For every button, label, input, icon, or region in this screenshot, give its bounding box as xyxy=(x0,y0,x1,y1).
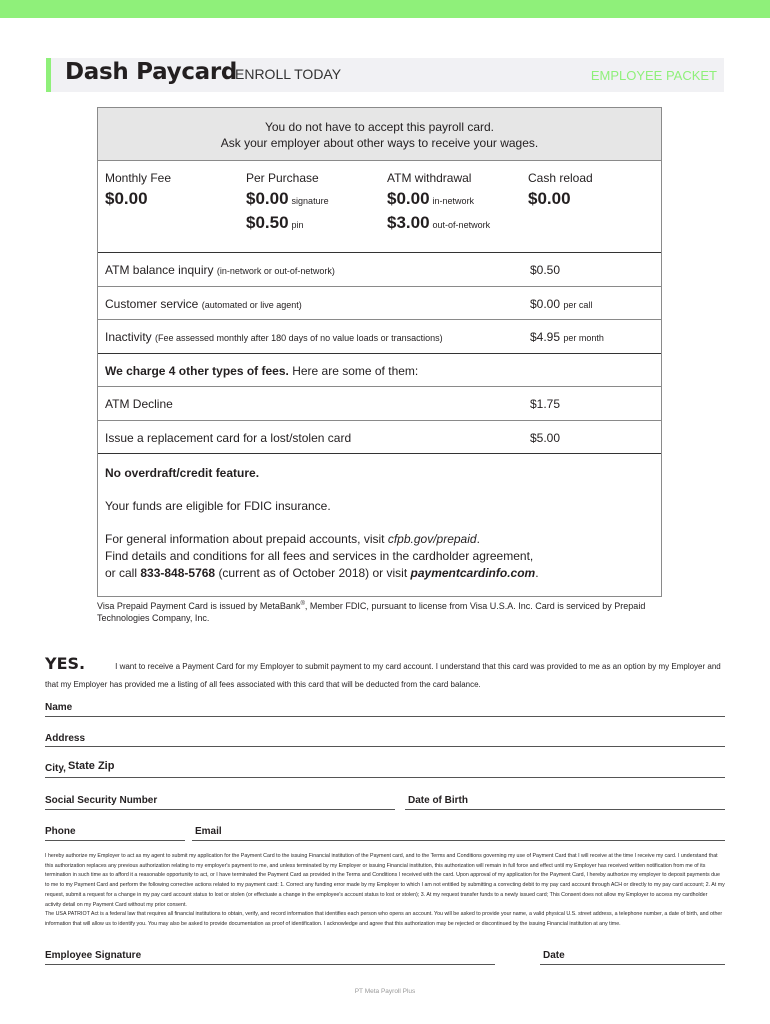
fees-grid xyxy=(98,161,661,253)
registered-mark: ® xyxy=(300,601,305,607)
issuer-text: Visa Prepaid Payment Card is issued by MetaBank xyxy=(97,601,301,611)
other-fees-heading xyxy=(98,354,661,388)
other-fee-row xyxy=(98,387,661,421)
intro-line-1: You do not have to accept this payroll card. xyxy=(264,120,495,134)
email-label: Email xyxy=(195,826,222,837)
header-accent xyxy=(46,58,51,92)
city-label: City, xyxy=(45,763,66,774)
general-info-period: . xyxy=(476,532,480,546)
ssn-label: Social Security Number xyxy=(45,795,158,806)
authorization-paragraph: I hereby authorize my Employer to act as my agent to submit my application for the Payment Card to the issuing Financial institution of the Payment card, and to the Terms and Conditions governing my use of Payment Card that I will receive at the time I receive my card. I understand that this authorization replaces any previous authorization relating to my employer's payment to me, and unless terminated by my Employer or issuing Financial institution, this authorization will remain in full force and effect until my Employer has received written notification from me of its termination in such time as to afford it a reasonable opportunity to act, or I have terminated the Payment Card as provided in the Terms and Conditions I received with the card. Upon approval of my application for the Payment Card, I hereby authorize my employer to deposit payments due to me to my Payment Card and perform the following corrective actions related to my payment card: 1. Correct any funding error made by my Employer to which I am not entitled by submitting a correcting debit to my pay card account through ACH or directly to my pay card account; 2. At my request, submit a request for a change in my pay card account status to lost or stolen (or effectuate a change in the employee's account status to lost or stolen); 3. At my request transfer funds to a newly issued card; This Consent does not allow my Employer to access my cardholder activity detail on my Payment Card without my prior consent. xyxy=(45,853,725,908)
per-purchase-label: Per Purchase xyxy=(246,171,319,185)
call-mid-text: (current as of October 2018) or visit xyxy=(218,566,408,580)
other-fee-label: Issue a replacement card for a lost/stolen card xyxy=(105,430,352,445)
intro-panel xyxy=(98,108,661,161)
other-fees-intro: Here are some of them: xyxy=(292,363,419,378)
fee-row xyxy=(98,253,661,287)
email-field[interactable] xyxy=(192,840,725,841)
issuer-statement xyxy=(97,598,667,624)
intro-line-2: Ask your employer about other ways to receive your wages. xyxy=(220,136,539,150)
atm-out-network-amount: $3.00 xyxy=(387,213,430,232)
fee-row-value-note: per month xyxy=(563,333,604,343)
dob-field[interactable] xyxy=(405,809,725,810)
notes-section xyxy=(98,454,661,582)
fee-row-value: $0.50 xyxy=(530,263,561,277)
fee-row-label: ATM balance inquiry xyxy=(105,263,214,277)
other-fee-value: $1.75 xyxy=(530,397,561,411)
atm-in-network-note: in-network xyxy=(432,196,475,206)
cash-reload-amount: $0.00 xyxy=(528,189,571,208)
signature-field[interactable] xyxy=(45,964,495,965)
footer-text: PT Meta Payroll Plus xyxy=(354,988,416,995)
atm-in-network-amount: $0.00 xyxy=(387,189,430,208)
page-title: Dash Paycard xyxy=(65,59,238,85)
paymentcardinfo-link[interactable]: paymentcardinfo.com xyxy=(410,566,536,580)
fee-row xyxy=(98,320,661,354)
fee-row-value: $4.95 xyxy=(530,330,561,344)
legal-text xyxy=(45,852,725,930)
fee-row-value: $0.00 xyxy=(530,296,561,311)
signature-label: Employee Signature xyxy=(45,950,142,961)
enroll-label: ENROLL TODAY xyxy=(235,66,342,82)
yes-label: YES. xyxy=(45,654,86,673)
purchase-signature-note: signature xyxy=(291,196,329,206)
cfpb-link[interactable]: cfpb.gov/prepaid xyxy=(387,532,477,546)
fee-row-note: (Fee assessed monthly after 180 days of no value loads or transactions) xyxy=(155,333,443,343)
call-line xyxy=(105,565,654,582)
issuer-text-cont: , Member FDIC, pursuant to license from Visa U.S.A. Inc. Card is serviced by Prepaid Technologies Company, Inc. xyxy=(97,601,646,623)
purchase-signature-amount: $0.00 xyxy=(246,189,289,208)
cash-reload-col xyxy=(528,171,593,210)
name-field[interactable] xyxy=(45,716,725,717)
atm-withdrawal-label: ATM withdrawal xyxy=(387,171,472,185)
address-field[interactable] xyxy=(45,746,725,747)
fee-disclosure-box xyxy=(97,107,662,597)
other-fee-row xyxy=(98,421,661,455)
date-label: Date xyxy=(543,950,565,961)
details-line: Find details and conditions for all fees and services in the cardholder agreement, xyxy=(105,549,534,563)
phone-number: 833-848-5768 xyxy=(140,566,216,580)
fee-row xyxy=(98,287,661,321)
call-text: or call xyxy=(105,566,138,580)
general-info-text: For general information about prepaid accounts, visit xyxy=(105,532,385,546)
monthly-fee-amount: $0.00 xyxy=(105,189,148,208)
top-color-band xyxy=(0,0,770,18)
monthly-fee-label: Monthly Fee xyxy=(105,171,172,185)
other-fee-label: ATM Decline xyxy=(105,397,173,411)
packet-label: EMPLOYEE PACKET xyxy=(590,68,717,83)
other-fees-count: We charge 4 other types of fees. xyxy=(105,363,289,378)
general-info-line xyxy=(105,531,654,548)
consent-text: I want to receive a Payment Card for my Employer to submit payment to my card account. I understand that this card was provided to me as an option by my Employer and that my Employer has provided me a listing of all fees associated with this card that will be deducted from the card balance. xyxy=(45,662,721,689)
per-purchase-col xyxy=(246,171,329,236)
name-label: Name xyxy=(45,702,73,713)
ssn-field[interactable] xyxy=(45,809,395,810)
city-state-zip-field[interactable] xyxy=(45,777,725,778)
fdic-note: Your funds are eligible for FDIC insurance. xyxy=(105,499,331,513)
phone-field[interactable] xyxy=(45,840,185,841)
atm-out-network-note: out-of-network xyxy=(432,220,491,230)
atm-withdrawal-col xyxy=(387,171,490,236)
state-zip-label: State Zip xyxy=(68,760,115,772)
address-label: Address xyxy=(45,733,86,744)
fee-row-value-note: per call xyxy=(563,299,593,310)
consent-statement xyxy=(45,655,725,694)
fee-row-note: (in-network or out-of-network) xyxy=(216,266,335,276)
dob-label: Date of Birth xyxy=(408,795,468,806)
date-field[interactable] xyxy=(540,964,725,965)
other-fee-value: $5.00 xyxy=(530,430,561,445)
patriot-act-paragraph: The USA PATRIOT Act is a federal law that requires all financial institutions to obtain, verify, and record information that identifies each person who opens an account. You will be asked to provide your name, a valid physical U.S. street address, a telephone number, a date of birth, and other information that will allow us to identify you. You may also be asked to provide documentation as proof of identification. I acknowledge and agree that this authorization may be rejected or discontinued by the issuing Financial institution at any time. xyxy=(45,911,723,927)
purchase-pin-amount: $0.50 xyxy=(246,213,289,232)
header-bar xyxy=(46,58,724,92)
fee-row-label: Inactivity xyxy=(105,330,152,344)
monthly-fee-col xyxy=(105,171,171,210)
cash-reload-label: Cash reload xyxy=(528,171,593,185)
fee-row-note: (automated or live agent) xyxy=(201,299,302,310)
call-period: . xyxy=(535,566,539,580)
phone-label: Phone xyxy=(45,826,76,837)
purchase-pin-note: pin xyxy=(291,220,304,230)
fee-row-label: Customer service xyxy=(105,296,199,311)
overdraft-note: No overdraft/credit feature. xyxy=(105,466,260,480)
